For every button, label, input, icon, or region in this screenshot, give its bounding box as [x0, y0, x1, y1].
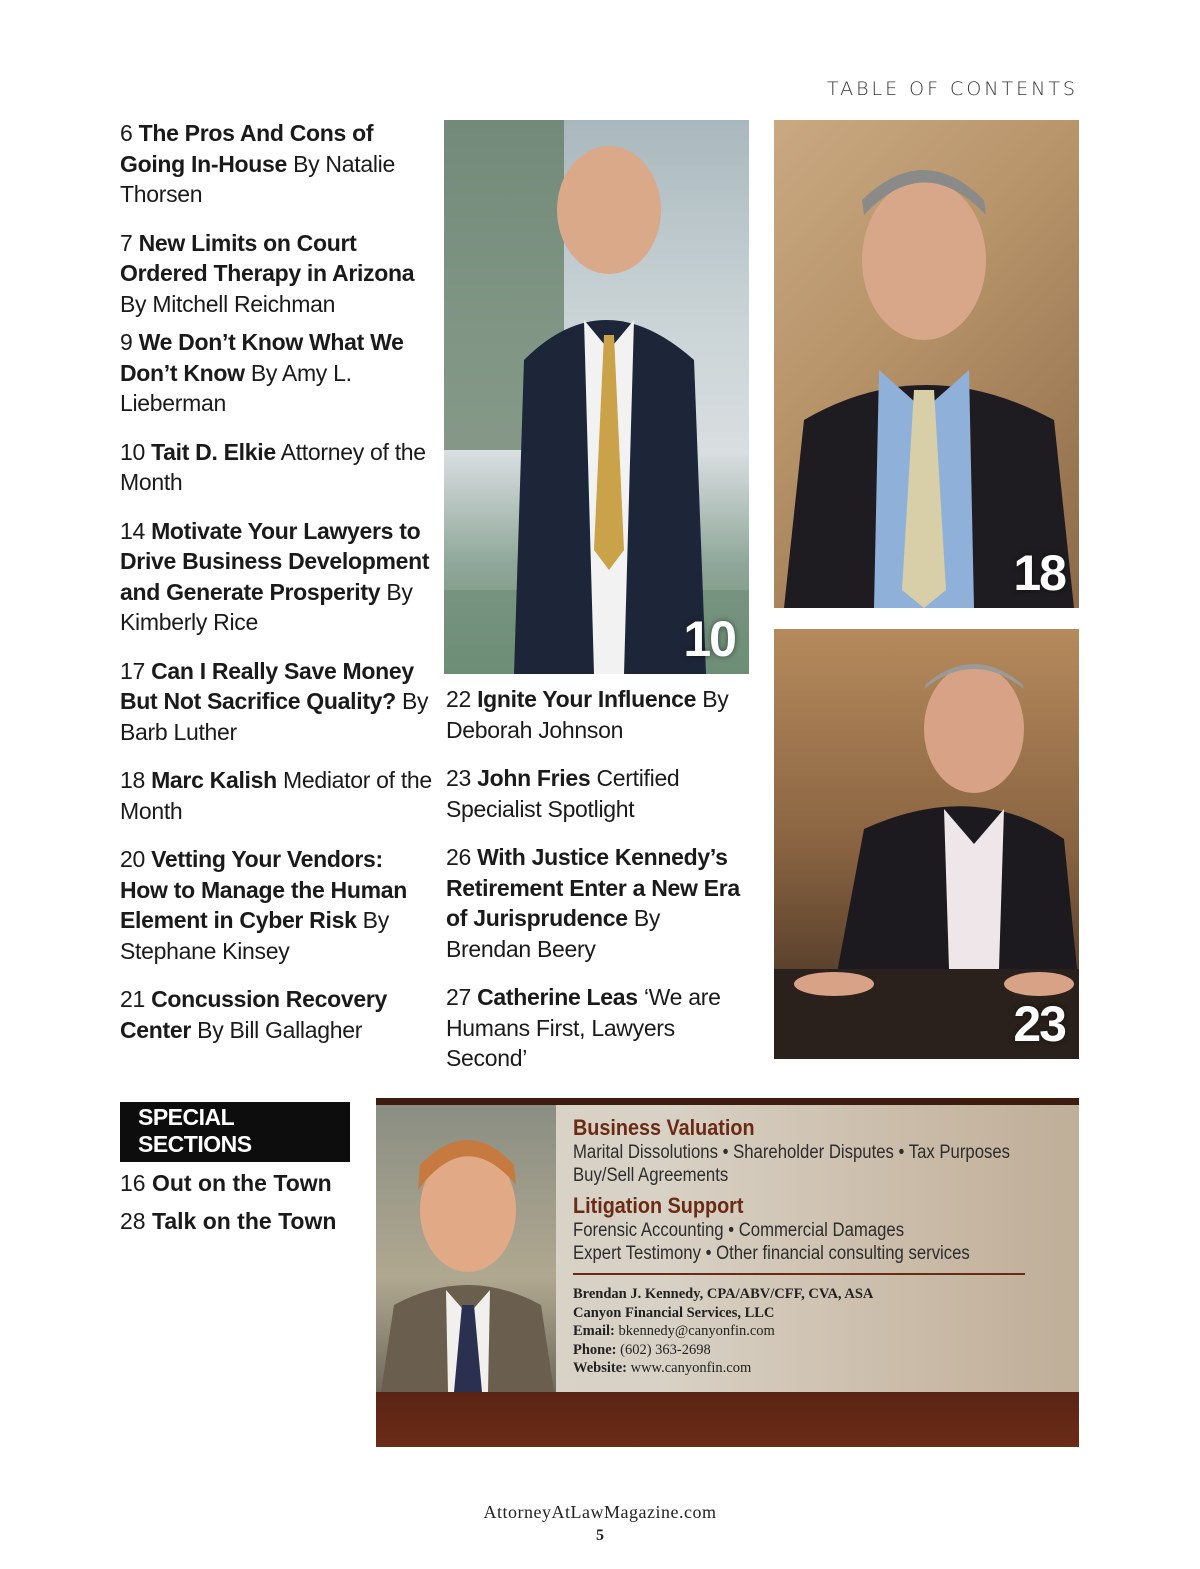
cover-photo-mediator[interactable] — [774, 120, 1079, 608]
ad-line: Expert Testimony • Other financial consulting services — [573, 1243, 970, 1264]
toc-entry[interactable]: 20 Vetting Your Vendors: How to Manage the Human Element in Cyber Risk By Stephane Kinsey — [120, 846, 408, 964]
toc-entry[interactable]: 26 With Justice Kennedy’s Retirement Enter a New Era of Jurisprudence By Brendan Beery — [446, 844, 740, 962]
ad-line: Marital Dissolutions • Shareholder Disputes • Tax Purposes — [573, 1142, 1011, 1163]
toc-entry[interactable]: 22 Ignite Your Influence By Deborah Johnson — [446, 686, 729, 743]
ad-line: Forensic Accounting • Commercial Damages — [573, 1220, 905, 1241]
page-number-badge: 23 — [1013, 996, 1065, 1052]
ad-bottom-band — [376, 1392, 1079, 1447]
page-number-badge: 10 — [683, 611, 735, 667]
ad-website-link[interactable]: www.canyonfin.com — [630, 1360, 752, 1376]
toc-entry[interactable]: 14 Motivate Your Lawyers to Drive Business Development and Generate Prosperity By Kimberly Rice — [120, 517, 430, 635]
toc-right-column — [446, 684, 746, 1092]
cover-photo-attorney[interactable] — [444, 120, 749, 674]
page-number: 5 — [596, 1527, 604, 1544]
toc-entry[interactable]: 27 Catherine Leas ‘We are Humans First, Lawyers Second’ — [446, 984, 721, 1071]
toc-entry[interactable]: 7 New Limits on Court Ordered Therapy in Arizona By Mitchell Reichman — [120, 229, 415, 317]
ad-heading: Litigation Support — [573, 1193, 744, 1218]
person-portrait-icon — [444, 120, 749, 674]
person-portrait-icon — [376, 1105, 556, 1392]
toc-entry[interactable]: 16 Out on the Town — [120, 1170, 332, 1196]
ad-line: Buy/Sell Agreements — [573, 1165, 729, 1186]
special-sections-heading: SPECIAL SECTIONS — [120, 1102, 350, 1162]
toc-entry[interactable]: 9 We Don’t Know What We Don’t Know By Amy L. Lieberman — [120, 329, 404, 416]
toc-entry[interactable]: 21 Concussion Recovery Center By Bill Gallagher — [120, 986, 387, 1043]
ad-contact: Brendan J. Kennedy, CPA/ABV/CFF, CVA, ASA Canyon Financial Services, LLC Email: bkennedy@canyonfin.com Phone: (602) 363-2698 Website: www.canyonfin.com — [573, 1286, 874, 1376]
toc-entry[interactable]: 28 Talk on the Town — [120, 1208, 337, 1234]
ad-heading: Business Valuation — [573, 1115, 755, 1140]
ad-text-block — [573, 1115, 1043, 1378]
ad-divider — [573, 1273, 1025, 1275]
toc-left-column — [120, 118, 432, 1063]
ad-phone[interactable]: (602) 363-2698 — [620, 1341, 711, 1358]
toc-entry[interactable]: 6 The Pros And Cons of Going In-House By Natalie Thorsen — [120, 120, 395, 207]
section-header: TABLE OF CONTENTS — [826, 78, 1078, 100]
toc-entry[interactable]: 23 John Fries Certified Specialist Spotlight — [446, 765, 680, 822]
toc-entry[interactable]: 17 Can I Really Save Money But Not Sacrifice Quality? By Barb Luther — [120, 657, 429, 745]
advertisement-banner[interactable] — [376, 1098, 1079, 1447]
person-portrait-icon — [774, 120, 1079, 608]
cover-photo-specialist[interactable] — [774, 629, 1079, 1059]
toc-entry[interactable]: 10 Tait D. Elkie Attorney of the Month — [120, 438, 426, 495]
footer-website[interactable]: AttorneyAtLawMagazine.com — [483, 1502, 717, 1522]
page-number-badge: 18 — [1013, 545, 1065, 601]
ad-email-link[interactable]: bkennedy@canyonfin.com — [618, 1323, 775, 1339]
advertiser-photo — [376, 1105, 556, 1392]
special-sections-list — [120, 1168, 336, 1244]
toc-entry[interactable]: 18 Marc Kalish Mediator of the Month — [120, 767, 432, 824]
